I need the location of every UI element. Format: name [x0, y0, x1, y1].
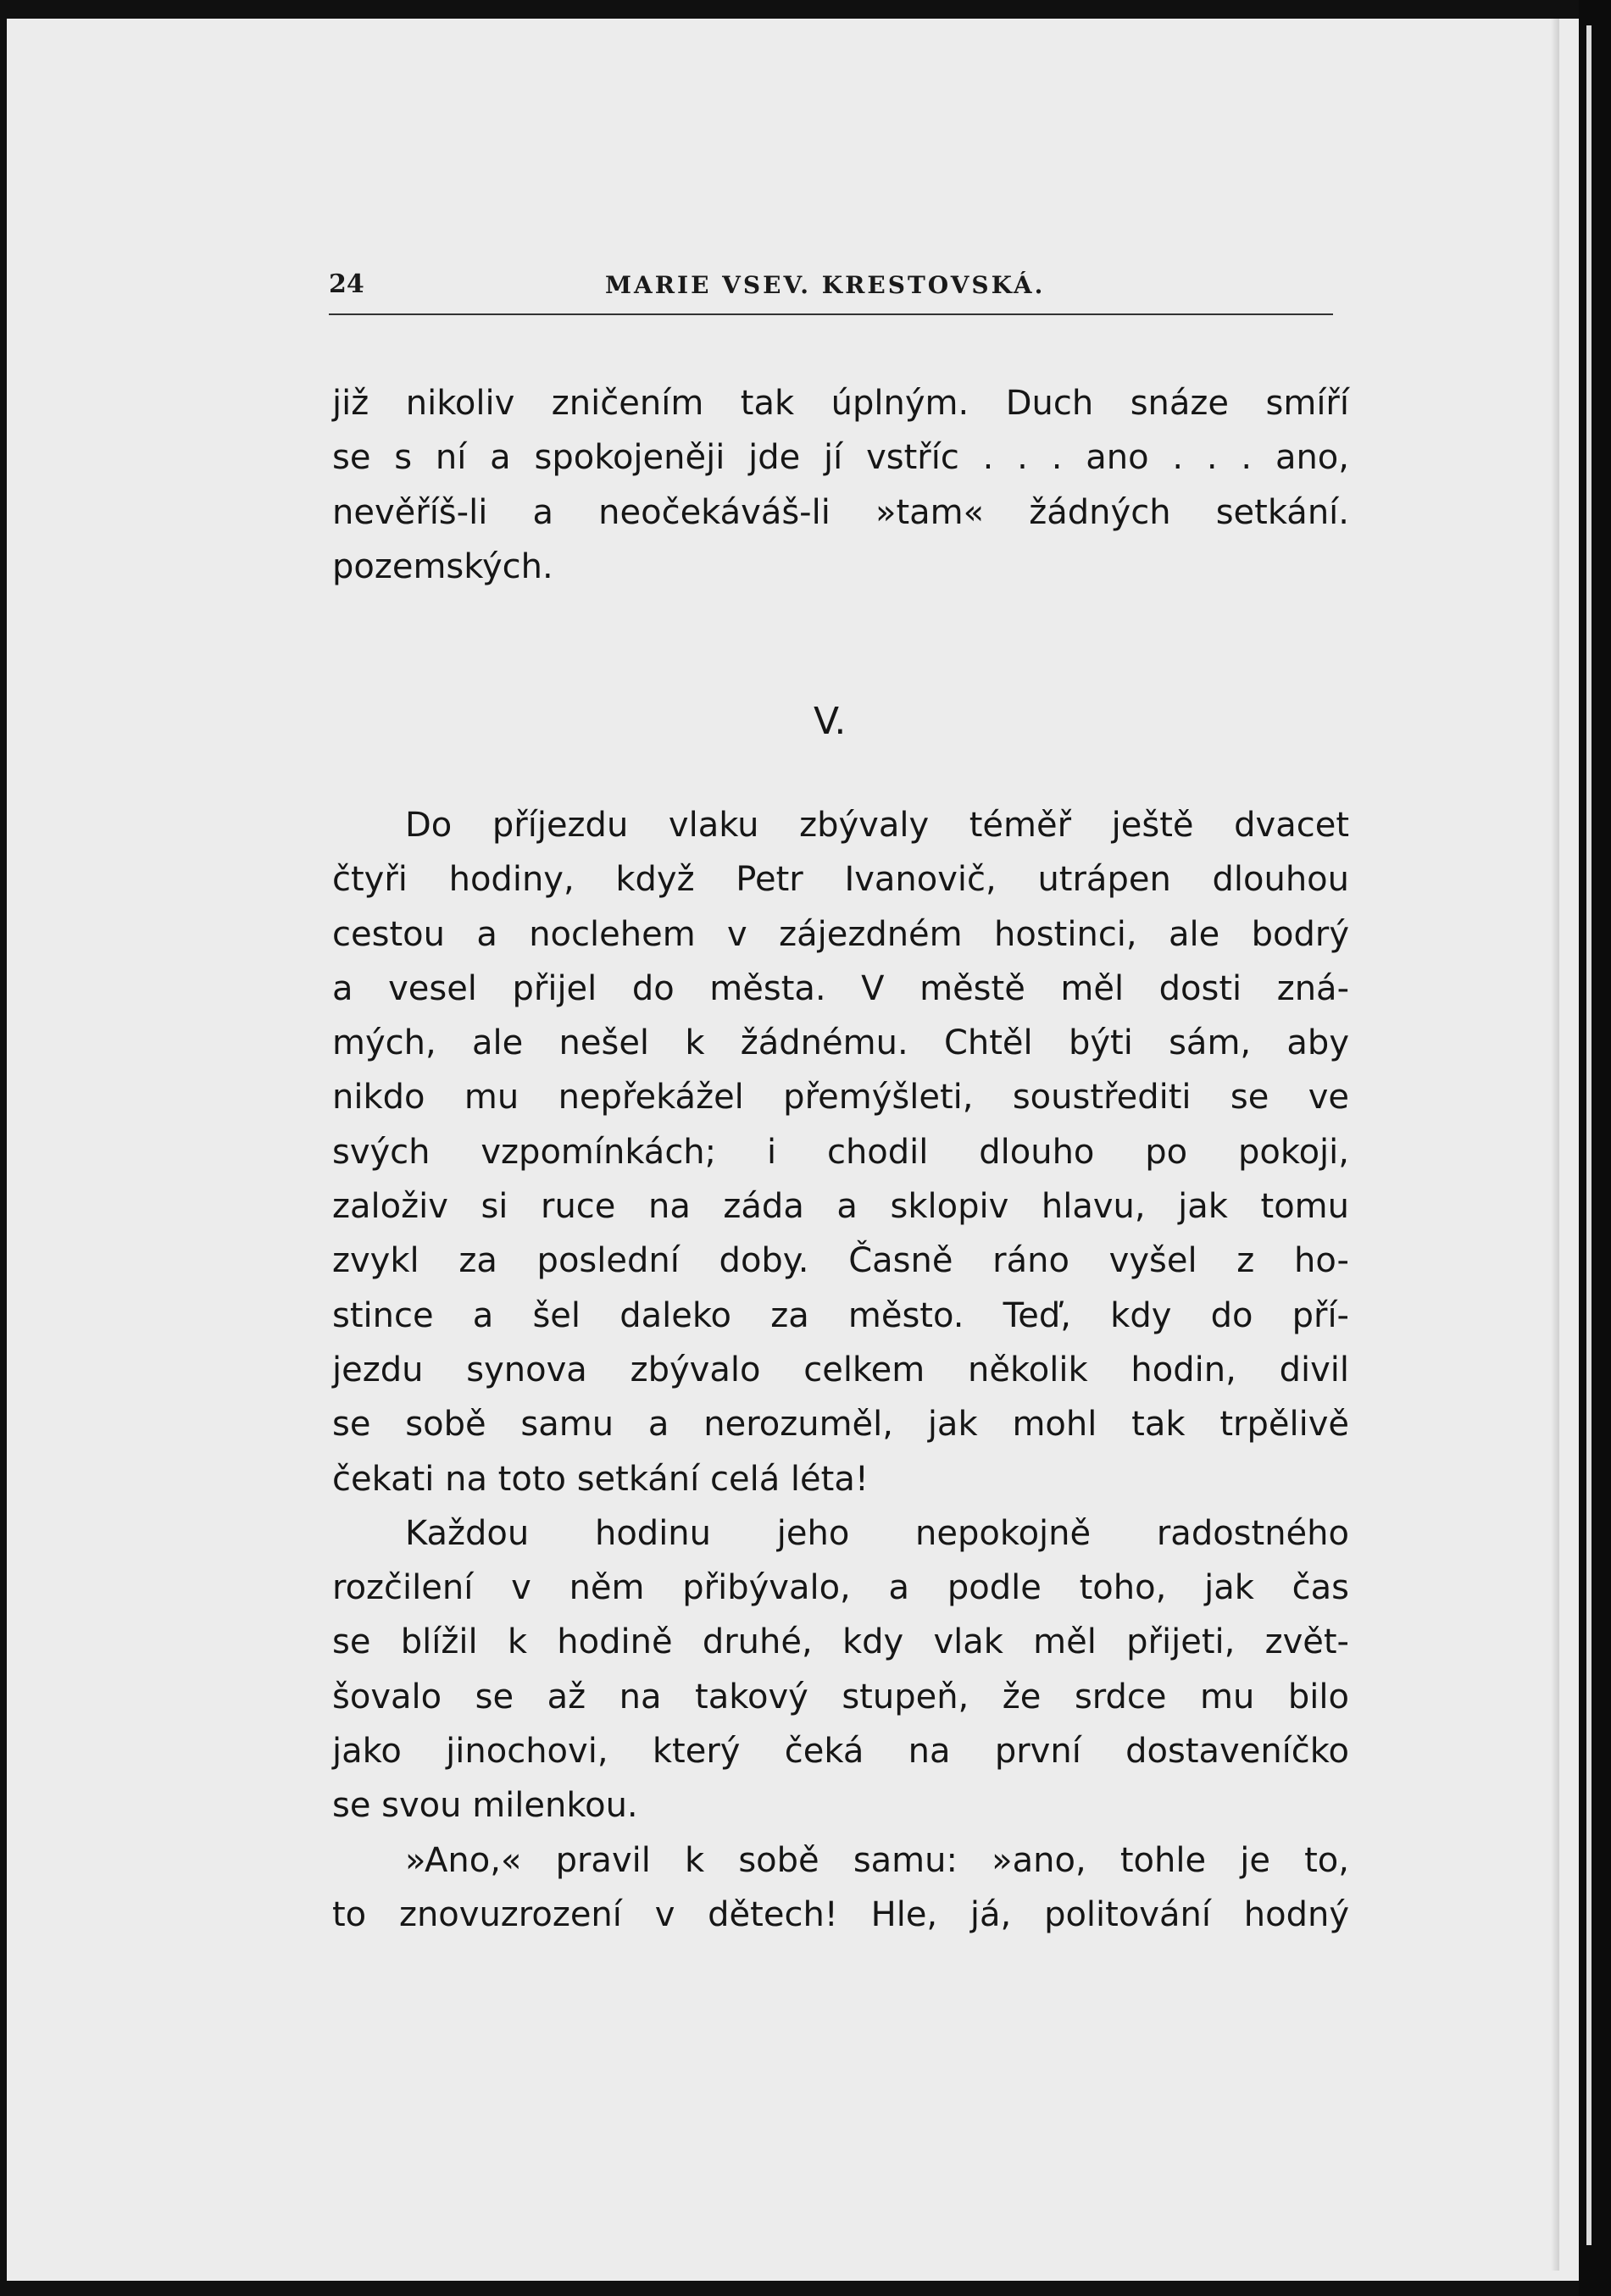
text-line: Do příjezdu vlaku zbývaly téměř ještě dvacet — [405, 806, 1349, 845]
text-line: se blížil k hodině druhé, kdy vlak měl přijeti, zvět- — [332, 1622, 1349, 1662]
text-line: se sobě samu a nerozuměl, jak mohl tak trpělivě — [332, 1405, 1349, 1445]
text-line: pozemských. — [332, 546, 553, 586]
text-line: nevěříš-li a neočekáváš-li »tam« žádných setkání. — [332, 492, 1349, 532]
chapter-heading: V. — [814, 700, 847, 743]
text-line: se s ní a spokojeněji jde jí vstříc . . . ano . . . ano, — [332, 438, 1349, 478]
running-title: MARIE VSEV. KRESTOVSKÁ. — [605, 271, 1046, 299]
text-line: »Ano,« pravil k sobě samu: »ano, tohle je to, — [405, 1840, 1349, 1880]
text-line: a vesel přijel do města. V městě měl dosti zná- — [332, 968, 1349, 1008]
text-line: čekati na toto setkání celá léta! — [332, 1459, 869, 1499]
text-line: se svou milenkou. — [332, 1786, 638, 1826]
text-line: jako jinochovi, který čeká na první dostaveníčko — [332, 1732, 1349, 1772]
text-line: čtyři hodiny, když Petr Ivanovič, utrápen dlouhou — [332, 860, 1349, 900]
text-line: Každou hodinu jeho nepokojně radostného — [405, 1513, 1349, 1553]
text-line: mých, ale nešel k žádnému. Chtěl býti sám, aby — [332, 1023, 1349, 1063]
text-line: stince a šel daleko za město. Teď, kdy do pří- — [332, 1295, 1349, 1335]
text-line: to znovuzrození v dětech! Hle, já, politování hodný — [332, 1894, 1349, 1934]
text-line: svých vzpomínkách; i chodil dlouho po pokoji, — [332, 1132, 1349, 1172]
text-line: cestou a noclehem v zájezdném hostinci, ale bodrý — [332, 914, 1349, 954]
page-gutter-shadow — [1551, 17, 1559, 2271]
running-header — [329, 269, 1333, 303]
scan-border — [1579, 0, 1611, 2296]
page-number: 24 — [329, 269, 364, 299]
text-line: šovalo se až na takový stupeň, že srdce mu bilo — [332, 1677, 1349, 1716]
paragraph-continued — [332, 376, 1349, 594]
text-line: nikdo mu nepřekážel přemýšleti, soustřediti se ve — [332, 1078, 1349, 1117]
text-line: založiv si ruce na záda a sklopiv hlavu, jak tomu — [332, 1187, 1349, 1227]
text-line: jezdu synova zbývalo celkem několik hodin, divil — [332, 1350, 1349, 1389]
text-line: zvykl za poslední doby. Časně ráno vyšel z ho- — [332, 1241, 1349, 1281]
text-line: rozčilení v něm přibývalo, a podle toho, jak čas — [332, 1568, 1349, 1608]
text-line: již nikoliv zničením tak úplným. Duch snáze smíří — [332, 384, 1349, 423]
next-page-edge — [1586, 25, 1592, 2245]
header-rule — [329, 313, 1333, 315]
chapter-body — [332, 798, 1349, 1942]
